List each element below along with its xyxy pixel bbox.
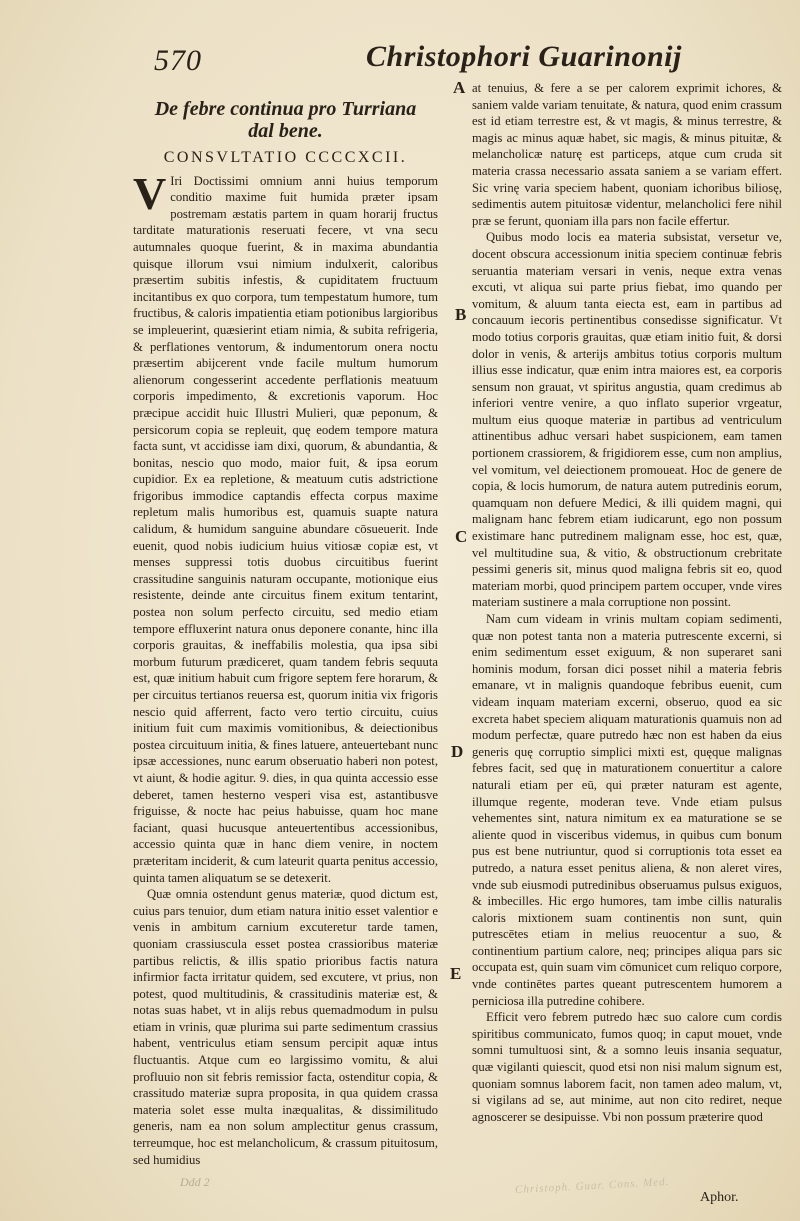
paragraph: Quibus modo locis ea materia subsistat, versetur ve, docent obscura accessionum initia speciem continuæ febris seruantia materiam versari in venis, neque extra venas excuti, vt aliqua sui parte prius fiebat, imo quando per vomitum, & aluum tanta eiecta est, eam in partibus ad concauum iecoris pertinentibus consedisse significatur. Vt modo totius corporis grauitas, quæ etiam initio fuit, & dorsi dolor in venis, & arterijs ambitus totius corporis multum illius esse indicatur, quæ enim intra maiores est, ea corporis sensum non grauat, vt spiritus angustia, quam credimus ab inferiori ventre venire, a quo inflato superior vrgeatur, multum eius quoque materiæ in partibus ad ventriculum attinentibus adhuc versari habet suspicionem, eam tamen portionem crassiorem, & frigidiorem esse, cum non amplius, vel vomitum, vel deiectionem promoueat. Hoc de genere de copia, & locis humorum, de natura autem putredinis eorum, quamquam non defuere Medici, & illi quidem magni, qui malignam hanc febrem etiam iudicarunt, ego non possum existimare hanc putredinem malignam esse, hoc est, quæ, vel multitudine sua, & vitio, & obstructionum crebritate pessimi generis sit, minus quod maligna febris sit eo, quod materiam morbi, quod principem partem occuper, vnde vires materiam sustinere a mala corruptione non possint. [472,230,782,610]
margin-marker-b: B [455,305,467,324]
consultation-title [133,98,438,142]
signature-mark: Ddd 2 [180,1175,210,1189]
paragraph: at tenuius, & fere a se per calorem exprimit ichores, & saniem valde variam tenuitate, & natura, quod enim crassum est id etiam terrestre est, & vt magis, & minus terrestre, & magis ac minus aquæ habet, sic magis, & minus pituitæ, & melancholicæ naturę est particeps, atque cum cruda sit materia crassa necessario assata saniem a se variam effert. Sic vrinę varia speciem habent, quoniam ichoribus biliosę, sedimentis autem pituitosæ videntur, melancholici fere nihil præ se ferunt, quoniam illa pars non facile effertur. [472,81,782,228]
margin-marker-d: D [451,742,464,761]
library-stamp: Christoph. Guar. Cons. Med. [514,1175,670,1197]
title-line-1: De febre continua pro Turriana [154,98,417,120]
consultatio-heading: CONSVLTATIO CCCCXCII. [163,149,408,166]
paragraph-text: Iri Doctissimi omnium anni huius temporum conditio maxime fuit humida præter ipsam postremam æstatis partem in quam horarij fructus tarditate maturationis reseruati fecere, vt vna secu autumnales quoque fuerint, & in maxima abundantia quisque illorum vsui nimium indulxerit, caloribus præsertim subitis infestis, & cupiditatem fructuum incitantibus ex quo corpora, tum tempestatum humore, tum fructibus, & caloris impatientia etiam potionibus largioribus se impleuerint, quæsierint etiam nimia, & subita refrigeria, & perflationes ventorum, & indumentorum onera noctu præsertim abijcerent vnde facile multum humorum alienorum congesserint accedente perflationis meatuum corporis impedimento, & excretionis vaporum. Hoc præcipue accidit huic Illustri Mulieri, quæ peponum, & persicorum copia se repleuit, quę eodem tempore matura facta sunt, vt accidisse iam dixi, quorum, & abundantia, & bonitas, nescio quo modo, maior fuit, & ipsa eorum cupidior. Ex ea repletione, & meatuum cutis adstrictione frigoribus immodice captandis effecta corpus maxime repletum malis humoribus est, quamuis suapte natura calidum, & humidum sanguine abundare cōsueuerit. Inde euenit, quod nobis iudicium huius vitiosæ copiæ est, vt menses suppressi totis duobus circuitibus fuerint crassitudine sanguinis naturam occupante, motionique eius resistente, deinde ante circuitus finem exitum tentarint, postea non solum perfecto circuitu, sed medio etiam tempore effluxerint natura onus deponere conante, hinc illa corporis grauitas, & ineffabilis molestia, qua ipsa sibi morbum futurum prædiceret, quam tandem febris sequuta est, quæ initium habuit cum frigore septem fere horarum, & per circuitus tertianos reuersa est, quorum initia vix frigoris nescio quid afferrent, facto vero tertio circuitu, cuius initium fuit cum maximis vomitionibus, & deiectionibus postea circuituum initia, & fines latuere, anteuertebant nunc ipsæ accessiones, nunc earum obseruatio haberi non potest, vt aiunt, & hodie agitur. 9. dies, in qua quinta accessio esse deberet, tamen hesterno vesperi visa est, astantibusve friguisse, & nocte hac peius habuisse, quam hoc mane faciant, quasi hucusque anteuertentibus accessionibus, accessio quinta quæ in hanc diem venire, in noctem præteritam inciderit, & cum lateurit quarta penitus accessio, quinta tamen aliquatum se se detexerit. [133,173,438,885]
margin-marker-a: A [453,78,466,97]
margin-marker-e: E [450,964,462,983]
page-number: 570 [154,44,202,77]
catchword: Aphor. [700,1190,739,1205]
margin-marker-c: C [455,527,468,546]
drop-cap: V [133,167,167,219]
running-title: Christophori Guarinonij [366,40,682,73]
title-line-2: dal bene. [248,120,323,142]
paragraph [133,167,438,887]
paragraph: Efficit vero febrem putredo hæc suo calore cum cordis spiritibus communicato, fumos quoq; in caput mouet, vnde somni tumultuosi sint, & a somno leuis insania sequatur, quæ vigilanti quiescit, quod etsi non nisi malum signum est, quoniam somnus laborem facit, non tamen adeo malum, vt, si vigilans ad se, aut minime, aut non cito rediret, neque agnoscerer se desipuisse. Vbi non possum præterire quod [472,1010,782,1124]
paragraph: Nam cum videam in vrinis multam copiam sedimenti, quæ non potest tanta non a materia putrescente excerni, si enim sedimentum esset exiguum, & non superaret sani hominis modum, forsan dici posset nihil a materia febris emanare, vt in malignis quandoque febribus euenit, cum videam inquam materiam excerni, obseruo, quod ea sic excreta habet speciem aliquam maturationis quamuis non ad modum perfectæ, quare putredo hæc non est haben da eius generis quę corruptio simplici mixti est, quęque malignas febres facit, sed quę in maturationem conuertitur a calore naturali etiam per eū, qui præter naturam est agente, illumque regente, moderan teve. Vnde etiam pulsus vehementes sint, natura nimitum ex ea maturatione se se aliente quod in visceribus videmus, in quibus cum bonum pus est bene nutriuntur, quod si corruptionis tota esset ea putredo, a natura esset penitus aliena, & non aleret vires, vnde sub eiusmodi putredinibus obseruamus pulsus exiguos, & imbecilles. Hic ergo humores, tam imbe cillis naturalis caloris mixtionem suam continentis non sunt, quin putrescētes etiam in melius reuocentur a suo, & continentium partium calore, neq; principes aliqua pars sic occupata est, quin suam vim cōmunicet cum reliquo corpore, vnde continētes partes queant putrescentem humorem a perniciosa illa putredine cohibere. [472,612,782,1008]
paragraph: Quæ omnia ostendunt genus materiæ, quod dictum est, cuius pars tenuior, dum etiam natura initio esset valentior e venis in ambitum carnium excuteretur tarde tamen, quoniam crassiuscula esset postea crassioribus materiæ partibus relictis, & illis spatio prioribus factis natura infirmior facta irritatur quidem, sed excutere, vt prius, non potest, quod multitudinis, & crassitudinis materiæ est, & notas suas habet, vt in alijs rebus quemadmodum in pulsu etiam in vrinis, quæ plurima sui parte sedimentum crassius habent, ventriculus etiam sensum percipit aquæ intus fluctuantis. Atque cum eo largissimo vomitu, & alui profluuio non sit febris remissior facta, ostenditur copia, & crassitudo materiæ supra proposita, in qua quidem crassa materia solet esse multa inæqualitas, & dissimilitudo generis, nam ea non solum amplectitur genus crassum, terreumque, hoc est melancholicum, & crassum pituitosum, sed humidius [133,887,438,1167]
right-column [472,80,782,1125]
left-column [133,80,438,1168]
